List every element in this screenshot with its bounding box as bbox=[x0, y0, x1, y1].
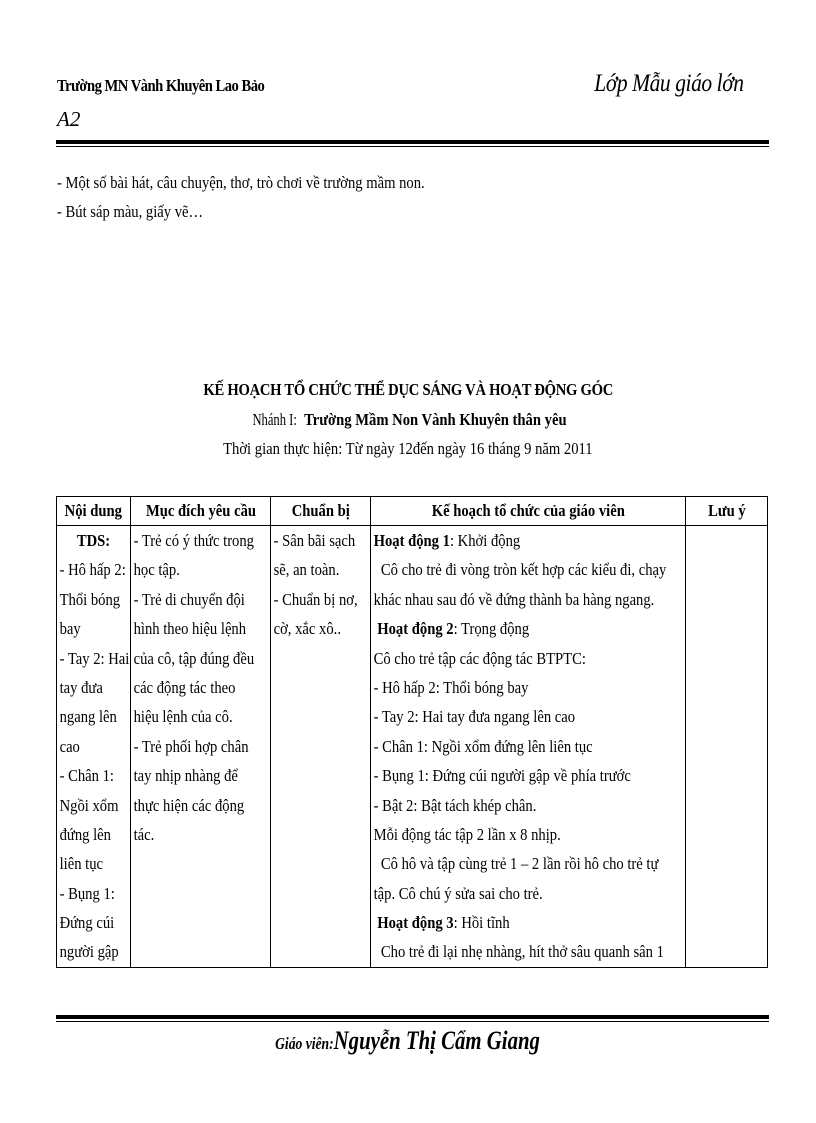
branch-name: Trường Mầm Non Vành Khuyên thân yêu bbox=[304, 410, 567, 429]
plan-time: Thời gian thực hiện: Từ ngày 12đến ngày 16 tháng 9 năm 2011 bbox=[223, 439, 593, 458]
purpose-line: - Trẻ có ý thức trong bbox=[133, 531, 254, 550]
material-line: - Bút sáp màu, giấy vẽ… bbox=[57, 202, 204, 221]
content-line: đứng lên bbox=[59, 824, 111, 844]
notes-cell bbox=[686, 526, 768, 968]
material-line: - Một số bài hát, câu chuyện, thơ, trò chơi về trường mầm non. bbox=[57, 173, 425, 192]
plan-line: tập. Cô chú ý sửa sai cho trẻ. bbox=[373, 883, 543, 903]
content-line: người gập bbox=[59, 942, 119, 962]
plan-line: Cho trẻ đi lại nhẹ nhàng, hít thở sâu quanh sân 1 bbox=[373, 942, 664, 962]
content-line: - Hô hấp 2: bbox=[59, 560, 126, 580]
content-cell bbox=[57, 526, 131, 968]
header-purpose: Mục đích yêu cầu bbox=[131, 497, 271, 526]
header-rule-thin bbox=[56, 146, 769, 147]
prep-cell bbox=[271, 526, 371, 968]
header-rule-thick bbox=[56, 140, 769, 144]
plan-line: Hoạt động 3: Hồi tĩnh bbox=[373, 913, 510, 933]
prep-line: cờ, xắc xô.. bbox=[273, 619, 341, 639]
branch-label: Nhánh I: bbox=[252, 410, 298, 429]
content-line: Thổi bóng bbox=[59, 589, 121, 609]
teacher-name: Nguyễn Thị Cẩm Giang bbox=[334, 1026, 541, 1055]
content-line: bay bbox=[59, 619, 81, 639]
class-name: Lớp Mẫu giáo lớn bbox=[594, 70, 744, 97]
purpose-line: tác. bbox=[133, 824, 155, 844]
table-header-row bbox=[57, 497, 768, 526]
purpose-line: các động tác theo bbox=[133, 677, 236, 697]
purpose-line: tay nhịp nhàng để bbox=[133, 766, 238, 786]
prep-line: sẽ, an toàn. bbox=[273, 560, 340, 580]
content-line: Ngồi xổm bbox=[59, 795, 119, 815]
footer-rule-thick bbox=[56, 1015, 769, 1019]
content-line: tay đưa bbox=[59, 677, 103, 697]
content-line: - Bụng 1: bbox=[59, 883, 115, 903]
teacher-signature bbox=[0, 1026, 816, 1056]
content-line: cao bbox=[59, 736, 80, 756]
content-line: - Chân 1: bbox=[59, 766, 115, 786]
plan-cell bbox=[371, 526, 686, 968]
plan-line: khác nhau sau đó về đứng thành ba hàng ngang. bbox=[373, 589, 655, 609]
plan-branch bbox=[0, 410, 816, 430]
plan-line: - Bật 2: Bật tách khép chân. bbox=[373, 795, 537, 815]
plan-line: Hoạt động 1: Khởi động bbox=[373, 531, 521, 550]
table-row bbox=[57, 526, 768, 968]
content-line: Đứng cúi bbox=[59, 913, 115, 933]
purpose-line: hình theo hiệu lệnh bbox=[133, 619, 247, 639]
plan-line: - Bụng 1: Đứng cúi người gập về phía trước bbox=[373, 766, 631, 786]
purpose-cell bbox=[131, 526, 271, 968]
content-line: TDS: bbox=[76, 531, 111, 550]
purpose-line: của cô, tập đúng đều bbox=[133, 648, 255, 668]
school-name: Trường MN Vành Khuyên Lao Bảo bbox=[57, 76, 265, 95]
plan-line: Cô cho trẻ tập các động tác BTPTC: bbox=[373, 648, 586, 668]
plan-line: - Tay 2: Hai tay đưa ngang lên cao bbox=[373, 707, 576, 727]
header-prep: Chuẩn bị bbox=[271, 497, 371, 526]
footer-rule-thin bbox=[56, 1021, 769, 1022]
purpose-line: - Trẻ phối hợp chân bbox=[133, 736, 249, 756]
plan-title: KẾ HOẠCH TỔ CHỨC THỂ DỤC SÁNG VÀ HOẠT ĐỘNG GÓC bbox=[203, 380, 613, 399]
plan-line: Cô hô và tập cùng trẻ 1 – 2 lần rồi hô cho trẻ tự bbox=[373, 854, 659, 874]
plan-line: Cô cho trẻ đi vòng tròn kết hợp các kiểu đi, chạy bbox=[373, 560, 667, 580]
plan-table bbox=[56, 496, 768, 968]
header-plan: Kế hoạch tổ chức của giáo viên bbox=[371, 497, 686, 526]
content-line: - Tay 2: Hai bbox=[59, 648, 130, 668]
content-line: liên tục bbox=[59, 854, 104, 874]
plan-line: Hoạt động 2: Trọng động bbox=[373, 619, 530, 639]
plan-line: Mỗi động tác tập 2 lần x 8 nhịp. bbox=[373, 824, 561, 844]
purpose-line: thực hiện các động bbox=[133, 795, 245, 815]
purpose-line: học tập. bbox=[133, 560, 180, 580]
teacher-label: Giáo viên: bbox=[275, 1034, 335, 1053]
prep-line: - Chuẩn bị nơ, bbox=[273, 589, 358, 609]
content-line: ngang lên bbox=[59, 707, 117, 727]
prep-line: - Sân bãi sạch bbox=[273, 531, 356, 550]
class-code: A2 bbox=[57, 107, 81, 131]
plan-line: - Hô hấp 2: Thổi bóng bay bbox=[373, 677, 529, 697]
plan-line: - Chân 1: Ngồi xổm đứng lên liên tục bbox=[373, 736, 593, 756]
purpose-line: hiệu lệnh của cô. bbox=[133, 707, 233, 727]
header-content: Nội dung bbox=[57, 497, 131, 526]
header-notes: Lưu ý bbox=[686, 497, 768, 526]
purpose-line: - Trẻ di chuyển đội bbox=[133, 589, 245, 609]
